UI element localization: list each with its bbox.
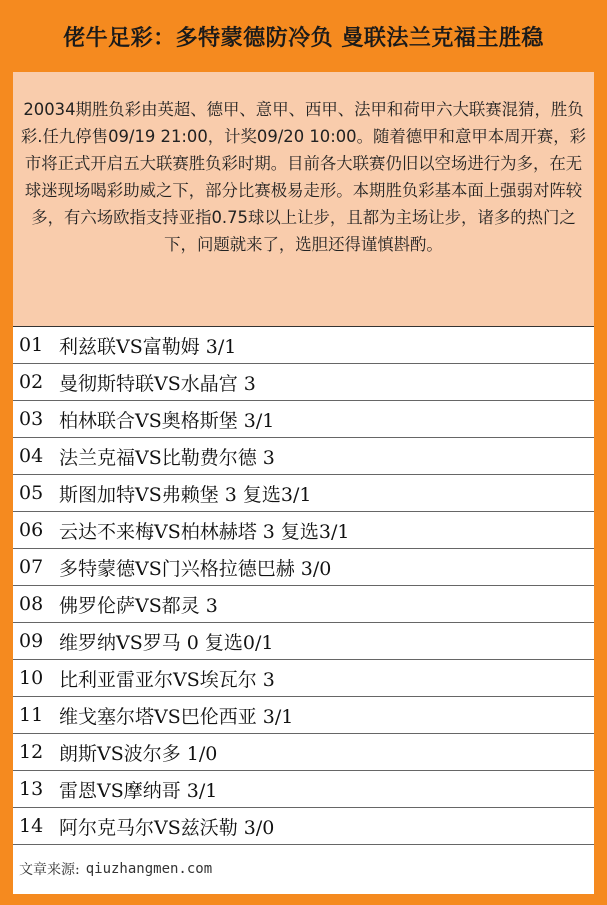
title-bar <box>13 0 594 72</box>
match-number: 04 <box>19 445 44 467</box>
match-row <box>13 734 594 771</box>
match-number: 11 <box>19 704 44 726</box>
match-pick: 朗斯VS波尔多 1/0 <box>59 742 218 765</box>
match-row <box>13 327 594 364</box>
match-row <box>13 475 594 512</box>
intro-box <box>13 72 594 326</box>
match-pick: 柏林联合VS奥格斯堡 3/1 <box>59 409 275 432</box>
match-pick: 比利亚雷亚尔VS埃瓦尔 3 <box>59 668 275 691</box>
match-row <box>13 512 594 549</box>
match-pick: 阿尔克马尔VS兹沃勒 3/0 <box>59 816 275 839</box>
match-pick: 曼彻斯特联VS水晶宫 3 <box>59 372 256 395</box>
match-row <box>13 771 594 808</box>
match-number: 13 <box>19 778 44 800</box>
match-number: 02 <box>19 371 44 393</box>
match-row <box>13 438 594 475</box>
match-row <box>13 623 594 660</box>
match-number: 06 <box>19 519 44 541</box>
match-pick: 佛罗伦萨VS都灵 3 <box>59 594 218 617</box>
match-pick: 多特蒙德VS门兴格拉德巴赫 3/0 <box>59 557 332 580</box>
match-row <box>13 697 594 734</box>
source-line <box>13 845 594 893</box>
match-row <box>13 401 594 438</box>
match-list <box>13 326 594 894</box>
match-row <box>13 586 594 623</box>
match-number: 14 <box>19 815 44 837</box>
match-row <box>13 660 594 697</box>
match-number: 08 <box>19 593 44 615</box>
match-row <box>13 549 594 586</box>
match-number: 01 <box>19 334 44 356</box>
match-number: 09 <box>19 630 44 652</box>
match-pick: 斯图加特VS弗赖堡 3 复选3/1 <box>59 483 312 506</box>
match-number: 12 <box>19 741 44 763</box>
match-pick: 维戈塞尔塔VS巴伦西亚 3/1 <box>59 705 294 728</box>
match-pick: 法兰克福VS比勒费尔德 3 <box>59 446 275 469</box>
source-site: qiuzhangmen.com <box>85 861 213 877</box>
match-pick: 利兹联VS富勒姆 3/1 <box>59 335 237 358</box>
article-title: 佬牛足彩：多特蒙德防冷负 曼联法兰克福主胜稳 <box>63 25 544 51</box>
source-label: 文章来源: <box>19 862 80 878</box>
match-pick: 云达不来梅VS柏林赫塔 3 复选3/1 <box>59 520 350 543</box>
match-number: 05 <box>19 482 44 504</box>
match-pick: 维罗纳VS罗马 0 复选0/1 <box>59 631 274 654</box>
match-pick: 雷恩VS摩纳哥 3/1 <box>59 779 218 802</box>
match-row <box>13 808 594 845</box>
match-number: 03 <box>19 408 44 430</box>
match-number: 07 <box>19 556 44 578</box>
match-row <box>13 364 594 401</box>
intro-paragraph: 20034期胜负彩由英超、德甲、意甲、西甲、法甲和荷甲六大联赛混猜，胜负彩.任九停售09/19 21:00，计奖09/20 10:00。随着德甲和意甲本周开赛，彩市将正式开启五大联赛胜负彩时期。目前各大联赛仍旧以空场进行为多，在无球迷现场喝彩助威之下，部分比赛极易走形。本期胜负彩基本面上强弱对阵较多，有六场欧指支持亚指0.75球以上让步，且都为主场让步，诸多的热门之下，问题就来了，选胆还得谨慎斟酌。 <box>20 100 587 254</box>
match-number: 10 <box>19 667 44 689</box>
